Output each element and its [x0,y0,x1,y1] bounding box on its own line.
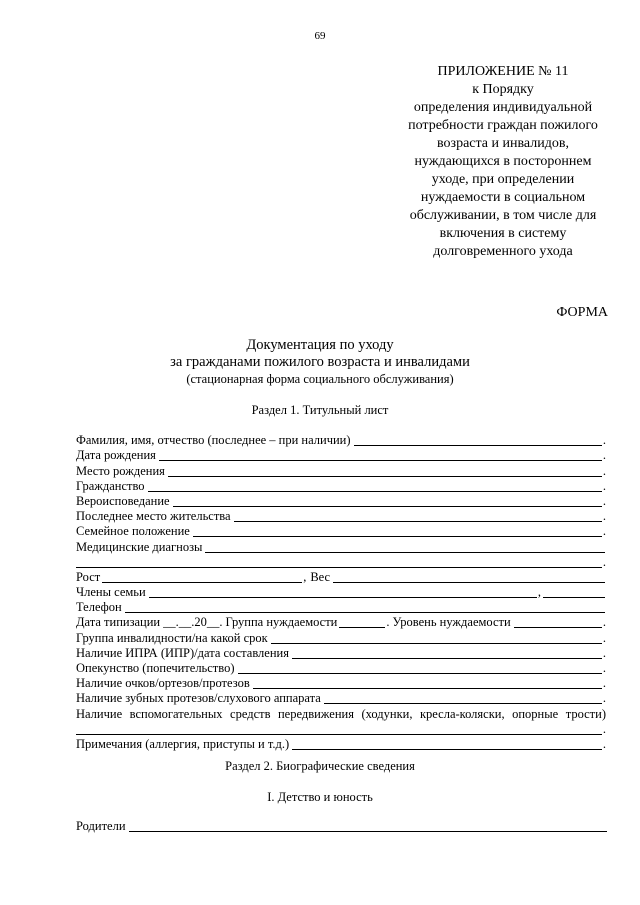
field-label: Телефон [76,600,122,615]
field-diagnoses-continued: . [76,554,606,569]
title-line-3: (стационарная форма социального обслуживания) [186,372,454,386]
field-parents [76,818,608,833]
appendix-line: уходе, при определении [431,172,575,187]
diagnoses-input[interactable] [205,541,605,553]
disability-input[interactable] [271,632,602,644]
field-religion: Вероисповедание . [76,493,606,508]
appendix-line: возраста и инвалидов, [437,136,569,151]
field-citizenship: Гражданство . [76,478,606,493]
birth-place-input[interactable] [168,465,602,477]
field-label: Дата рождения [76,448,156,463]
mobility-aids-input[interactable] [76,723,602,735]
field-mobility-aids-continued: . [76,721,606,736]
weight-input[interactable] [333,571,605,583]
appendix-line: определения индивидуальной [413,100,593,115]
field-phone [76,599,606,614]
field-family: Члены семьи , [76,584,606,599]
field-diagnoses [76,538,606,553]
field-last-residence: Последнее место жительства . [76,509,606,524]
field-label: Рост [76,569,101,584]
section-1-heading: Раздел 1. Титульный лист [251,403,389,417]
field-label: Наличие вспомогательных средств передвижения (ходунки, кресла-коляски, опорные трости) [76,706,606,721]
field-label: Члены семьи [76,585,146,600]
appendix-line: ПРИЛОЖЕНИЕ № 11 [437,64,569,79]
field-label: Родители [76,819,126,834]
form-label: ФОРМА [556,305,608,320]
field-disability: Группа инвалидности/на какой срок . [76,630,606,645]
appendix-line: потребности граждан пожилого [408,118,598,133]
appendix-line: к Порядку [472,82,534,97]
title-line-1: Документация по уходу [246,337,394,353]
title-page-fields [76,432,606,751]
field-typing: Дата типизации __.__.20__ . Группа нуждаемости . Уровень нуждаемости . [76,615,606,630]
field-label: Дата типизации [76,615,161,630]
birth-date-input[interactable] [159,449,602,461]
subsection-heading: I. Детство и юность [267,790,373,804]
ipra-input[interactable] [292,647,602,659]
field-birth-date: Дата рождения . [76,448,606,463]
document-title [0,337,640,387]
appendix-line: нуждаемости в социальном [420,190,586,205]
field-label: Гражданство [76,478,145,493]
field-label: Группа нуждаемости [225,615,338,630]
citizenship-input[interactable] [148,480,602,492]
appendix-block [392,63,614,261]
field-notes: Примечания (аллергия, приступы и т.д.) . [76,736,606,751]
field-label: Семейное положение [76,524,190,539]
diagnoses-input-line-2[interactable] [76,556,602,568]
field-label: Место рождения [76,463,165,478]
field-label: Примечания (аллергия, приступы и т.д.) [76,736,290,751]
field-height-weight: Рост , Вес [76,569,606,584]
height-input[interactable] [102,571,302,583]
need-level-input[interactable] [514,616,602,628]
parents-input[interactable] [129,820,607,832]
field-dentures: Наличие зубных протезов/слухового аппарата . [76,691,606,706]
last-residence-input[interactable] [234,510,602,522]
full-name-input[interactable] [354,434,602,446]
field-label: Группа инвалидности/на какой срок [76,630,268,645]
section-2-heading: Раздел 2. Биографические сведения [225,759,415,773]
family-input-extra[interactable] [543,586,605,598]
notes-input[interactable] [292,738,602,750]
field-glasses: Наличие очков/ортезов/протезов . [76,676,606,691]
marital-status-input[interactable] [193,525,602,537]
appendix-line: долговременного ухода [433,244,573,259]
field-ipra: Наличие ИПРА (ИПР)/дата составления . [76,645,606,660]
title-line-2: за гражданами пожилого возраста и инвалидами [170,354,470,370]
field-label: Наличие ИПРА (ИПР)/дата составления [76,645,289,660]
glasses-input[interactable] [253,677,602,689]
need-group-input[interactable] [339,616,385,628]
typing-date-input[interactable]: __.__.20__ [163,615,220,630]
field-label: Наличие очков/ортезов/протезов [76,676,250,691]
field-guardianship: Опекунство (попечительство) . [76,661,606,675]
phone-input[interactable] [125,601,605,613]
field-label: Фамилия, имя, отчество (последнее – при наличии) [76,433,351,448]
field-mobility-aids [76,705,606,720]
field-label: Последнее место жительства [76,509,231,524]
field-full-name: Фамилия, имя, отчество (последнее – при наличии) . [76,433,606,448]
dentures-input[interactable] [324,692,602,704]
appendix-line: нуждающихся в постороннем [414,154,592,169]
field-label: Опекунство (попечительство) [76,661,235,675]
family-input[interactable] [149,586,537,598]
field-label: Вероисповедание [76,493,170,508]
field-label: Уровень нуждаемости [392,615,511,630]
field-label: Вес [310,569,331,584]
field-label: Наличие зубных протезов/слухового аппарата [76,691,321,706]
appendix-line: включения в систему [439,226,567,241]
field-label: Медицинские диагнозы [76,539,203,554]
field-marital-status: Семейное положение . [76,524,606,539]
field-birth-place: Место рождения . [76,463,606,478]
religion-input[interactable] [173,495,602,507]
guardianship-input[interactable] [238,662,602,674]
appendix-line: обслуживании, в том числе для [409,208,597,223]
page-number: 69 [314,30,326,42]
